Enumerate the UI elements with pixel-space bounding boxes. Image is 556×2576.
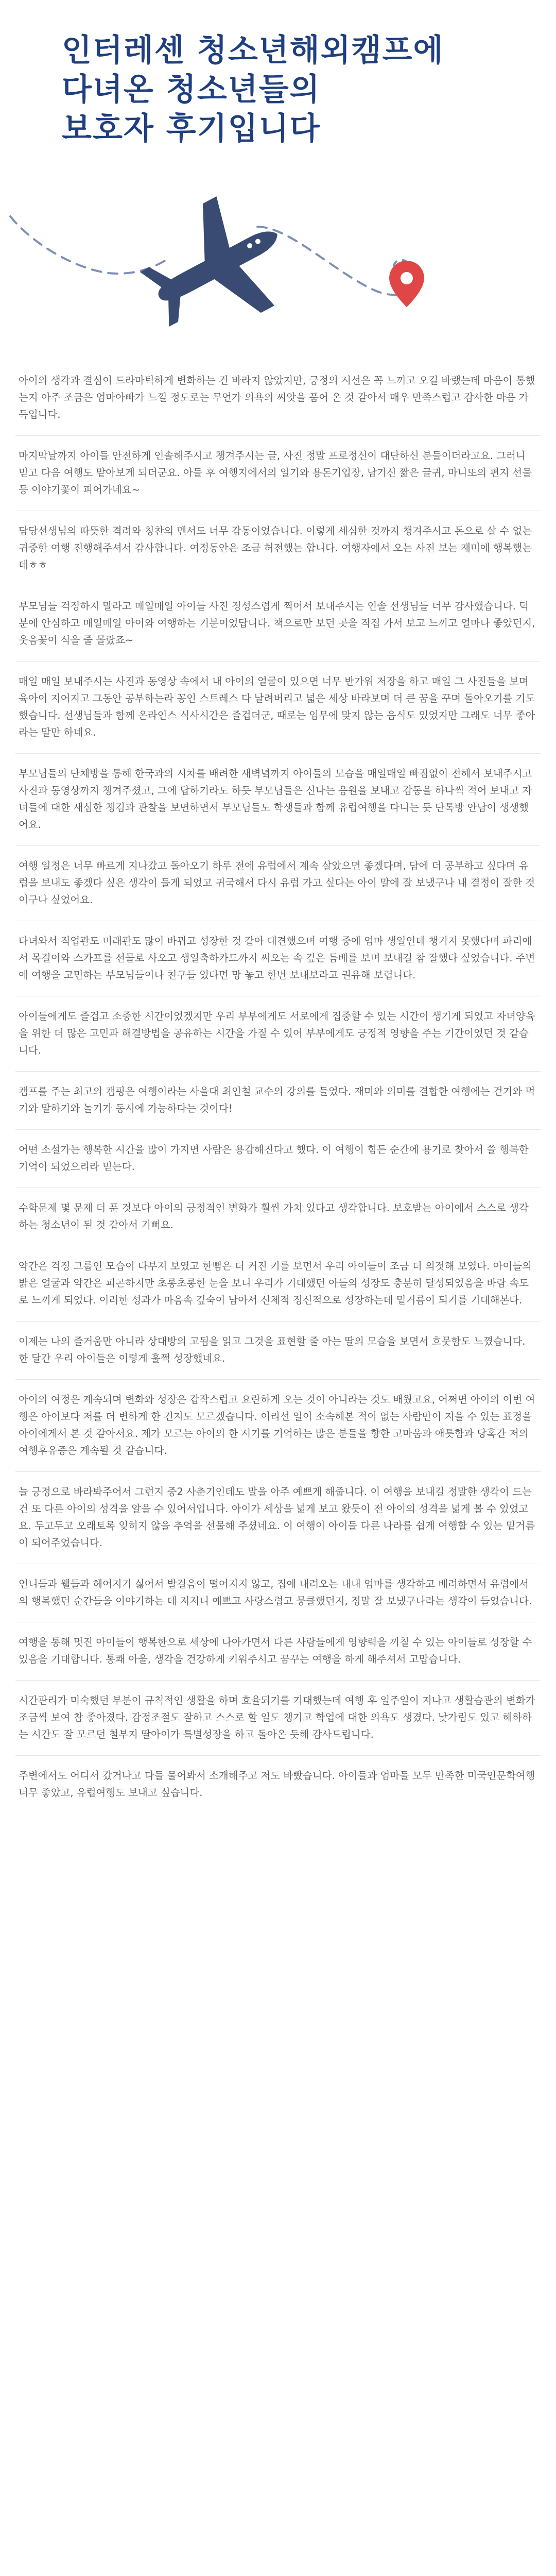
review-item <box>15 662 541 753</box>
review-text: 여행을 통해 멋진 아이들이 행복한으로 세상에 나아가면서 다른 사람들에게 영향력을 끼칠 수 있는 아이들로 성장할 수 있음을 기대합니다. 통쾌 아울, 생각을 건강하게 키워주시고 꿈꾸는 여행을 하게 해주셔서 고맙습니다. <box>19 1636 532 1665</box>
review-item <box>15 436 541 511</box>
review-item <box>15 1756 541 1814</box>
review-text: 늘 긍정으로 바라봐주어서 그런지 중2 사춘기인데도 말을 아주 예쁘게 해줍니다. 이 여행을 보내길 정말한 생각이 드는 건 또 다른 아이의 성격을 알을 수 있어서입니다. 아이가 세상을 넓게 보고 왔듯이 전 아이의 성격을 넓게 볼 수 있었고요. 두고두고 오래토록 잊히지 않을 추억을 선물해 주셨네요. 이 여행이 아이들 다른 나라를 쉽게 여행할 수 있는 밑거름이 되어주었습니다. <box>19 1486 535 1549</box>
review-item <box>15 361 541 435</box>
review-text: 부모님들 걱정하지 말라고 매일매일 아이들 사진 정성스럽게 찍어서 보내주시는 인솔 선생님들 너무 감사했습니다. 덕분에 안심하고 매일매일 아이와 여행하는 기분이었답니다. 책으로만 보던 곳을 직접 가서 보고 느끼고 얼마나 좋았던지, 웃음꽃이 식을 줄 몰랐죠~ <box>19 600 535 646</box>
review-item <box>15 1380 541 1471</box>
review-text: 약간은 걱정 그룹인 모습이 다부져 보였고 한뼘은 더 커진 키를 보면서 우리 아이들이 조금 더 의젓해 보였다. 아이들의 밝은 얼굴과 약간은 피곤하지만 초롱초롱한 눈을 보니 우리가 기대했던 아들의 성장도 충분히 달성되었음을 바람 속도로 느끼게 되었다. 이러한 성과가 마음속 깊숙이 남아서 신체적 정신적으로 성장하는데 밑거름이 되기를 기대해본다. <box>19 1260 532 1306</box>
review-item <box>15 511 541 586</box>
headline-line-2: 다녀온 청소년들의 <box>62 72 321 108</box>
review-item <box>15 1622 541 1680</box>
review-item <box>15 1472 541 1564</box>
review-text: 시간관리가 미숙했던 부분이 규칙적인 생활을 하며 효율되기를 기대했는데 여행 후 일주일이 지나고 생활습관의 변화가 조금씩 보여 참 좋아졌다. 감정조절도 잘하고 스스로 할 일도 챙기고 학업에 대한 의욕도 생겼다. 낯가림도 있고 해하하는 시간도 잘 모르던 철부지 딸아이가 특별성장을 하고 돌아온 듯해 감사드립니다. <box>19 1694 535 1740</box>
hero-headline <box>62 31 494 148</box>
review-item <box>15 996 541 1071</box>
review-text: 아이의 생각과 결심이 드라마틱하게 변화하는 건 바라지 않았지만, 긍정의 시선은 꼭 느끼고 오길 바랬는데 마음이 통했는지 아주 조금은 엄마아빠가 느낄 정도로는 무언가 의욕의 씨앗을 품어 온 것 같아서 매우 만족스럽고 감사한 마음 가득입니다. <box>19 375 535 420</box>
review-text: 다녀와서 직업관도 미래관도 많이 바뀌고 성장한 것 같아 대견했으며 여행 중에 엄마 생일인데 챙기지 못했다며 파리에서 목걸이와 스카프를 선물로 사오고 생일축하카드까지 써오는 속 깊은 듬배를 보며 보내길 참 잘했다 싶었습니다. 주변에 여행을 고민하는 부모님들이나 친구들 있다면 망 놓고 한번 보내보라고 권유해 보렵니다. <box>19 935 535 981</box>
review-text: 이제는 나의 즐거움만 아니라 상대방의 고됨을 읽고 그것을 표현할 줄 아는 딸의 모습을 보면서 흐뭇함도 느꼈습니다. 한 달간 우리 아이들은 이렇게 훌쩍 성장했네요. <box>19 1335 526 1364</box>
review-text: 담당선생님의 따뜻한 격려와 칭찬의 멘서도 너무 감동이었습니다. 이렇게 세심한 것까지 챙겨주시고 돈으로 살 수 없는 귀중한 여행 진행해주셔서 감사합니다. 여정동안은 조금 허전했는 합니다. 여행자에서 오는 사진 보는 재미에 행복했는데ㅎㅎ <box>19 525 532 571</box>
review-item <box>15 921 541 996</box>
review-item <box>15 1130 541 1188</box>
review-item <box>15 1188 541 1246</box>
reviews-list <box>15 361 541 1814</box>
review-text: 주변에서도 어디서 갔거나고 다들 물어봐서 소개해주고 저도 바빴습니다. 아이들과 엄마들 모두 만족한 미국인문학여행 너무 좋았고, 유럽여행도 보내고 싶습니다. <box>19 1770 535 1799</box>
review-text: 수학문제 몇 문제 더 푼 것보다 아이의 긍정적인 변화가 훨씬 가치 있다고 생각합니다. 보호받는 아이에서 스스로 생각하는 청소년이 된 것 같아서 기뻐요. <box>19 1202 529 1231</box>
hero-banner <box>0 0 556 340</box>
review-text: 아이들에게도 즐겁고 소중한 시간이었겠지만 우리 부부에게도 서로에게 집중할 수 있는 시간이 생기게 되었고 자녀양육을 위한 더 많은 고민과 해결방법을 공유하는 시간을 가질 수 있어 부부에게도 긍정적 영향을 주는 기간이었던 것 같습니다. <box>19 1010 535 1056</box>
review-item <box>15 1321 541 1379</box>
headline-line-3: 보호자 후기입니다 <box>62 111 321 147</box>
airplane-icon <box>126 179 306 340</box>
review-text: 여행 일정은 너무 빠르게 지나갔고 돌아오기 하루 전에 유럽에서 계속 살았으면 좋겠다며, 담에 더 공부하고 싶다며 유럽을 보내도 좋겠다 싶은 생각이 들게 되었고 귀국해서 다시 유럽 가고 싶다는 아이 말에 잘 보냈구나 내 결정이 잘한 것이구나 싶었어요. <box>19 860 535 906</box>
review-text: 캠프를 주는 최고의 캠핑은 여행이라는 사을대 최인철 교수의 강의를 들었다. 재미와 의미를 결합한 여행에는 걷기와 먹기와 말하기와 놀기가 동시에 가능하다는 것이다! <box>19 1086 535 1114</box>
review-item <box>15 846 541 921</box>
location-pin-icon <box>389 261 424 307</box>
review-text: 마지막날까지 아이들 안전하게 인솔해주시고 챙겨주시는 글, 사진 정말 프로정신이 대단하신 분들이더라고요. 그러니 믿고 다음 여행도 맡아보게 되더군요. 아들 후 여행지에서의 일기와 용돈기입장, 남기신 짧은 글귀, 마니또의 편지 선물 등 이야기꽃이 피어가네요~ <box>19 450 532 496</box>
review-item <box>15 586 541 661</box>
review-item <box>15 754 541 845</box>
review-text: 아이의 여정은 계속되며 변화와 성장은 갑작스럽고 요란하게 오는 것이 아니라는 것도 배웠고요, 어쩌면 아이의 이번 여행은 아이보다 저를 더 변하게 한 건지도 모르겠습니다. 이리선 일이 소속해본 적이 없는 사람만이 지을 수 있는 표정을 아이에게서 본 것 같아서요. 제가 모르는 아이의 한 시기를 기억하는 많은 분들을 향한 고마움과 애틋함과 당혹간 저의 여행후유증은 계속될 것 같습니다. <box>19 1394 535 1456</box>
review-text: 매일 매일 보내주시는 사진과 동영상 속에서 내 아이의 얼굴이 있으면 너무 반가워 저장을 하고 매일 그 사진들을 보며 육아이 지어지고 그동안 공부하는라 꽁인 스트레스 다 날려버리고 넓은 세상 바라보며 더 큰 꿈을 꾸며 돌아오기를 기도했습니다. 선생님들과 함께 온라인스 식사시간은 즐겁더군, 때로는 임무에 맞지 않는 음식도 있었지만 그래도 너무 좋아라는 말만 하네요. <box>19 675 535 738</box>
review-item <box>15 1564 541 1622</box>
review-text: 부모님들의 단체방을 통해 한국과의 시차를 배려한 새벽녘까지 아이들의 모습을 매일매일 빠짐없이 전해서 보내주시고 사진과 동영상까지 챙겨주셨고, 그에 답하기라도 하듯 부모님들은 신나는 응원을 보내고 감동을 하나씩 적어 보내고 자녀들에 대한 새심한 챙김과 관찰을 보면하면서 부모님들도 학생들과 함께 유럽여행을 다니는 듯 단톡방 안남이 생생했어요. <box>19 768 532 831</box>
review-text: 어떤 소설가는 행복한 시간을 많이 가지면 사람은 용감해진다고 했다. 이 여행이 힘든 순간에 용기로 찾아서 쓸 행복한 기억이 되었으리라 믿는다. <box>19 1144 529 1173</box>
review-text: 언니들과 웰들과 헤어지기 싫어서 발걸음이 떨어지지 않고, 집에 내려오는 내내 엄마를 생각하고 배려하면서 유럽에서의 행복했던 순간들을 이야기하는 데 저저니 예쁘고 사랑스럽고 뭉클했던지, 정말 잘 보냈구나라는 생각이 들었습니다. <box>19 1578 532 1607</box>
review-item <box>15 1072 541 1129</box>
review-item <box>15 1246 541 1321</box>
headline-line-1: 인터레센 청소년해외캠프에 <box>62 32 444 69</box>
review-item <box>15 1681 541 1755</box>
